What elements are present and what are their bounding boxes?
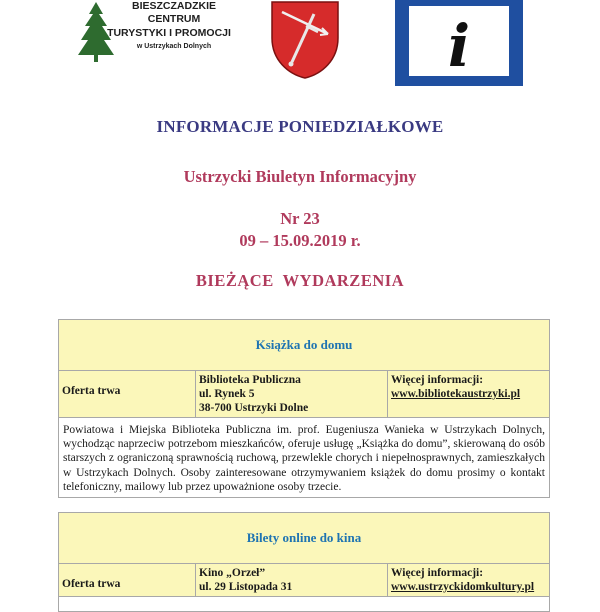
place-line: Biblioteka Publiczna — [199, 374, 301, 386]
place-line: Kino „Orzeł” — [199, 567, 266, 579]
more-info-label: Więcej informacji: — [391, 567, 484, 579]
place-line: ul. 29 Listopada 31 — [199, 581, 293, 593]
logo-line-2: CENTRUM — [147, 13, 201, 25]
more-info-link[interactable]: www.bibliotekaustrzyki.pl — [391, 388, 521, 400]
logo-line-3: TURYSTYKI I PROMOCJI — [107, 27, 231, 39]
event-description: Powiatowa i Miejska Biblioteka Publiczna im. prof. Eugeniusza Wanieka w Ustrzykach Dolnych, wychodząc naprzeciw potrzebom mieszkańców, oferuje usługę „Książka do domu”, skierowaną do osób starszych z ograniczoną sprawnością ruchową, przewlekle chorych i niepełnosprawnych, zamieszkałych w Ustrzykach Dolnych. Osoby zainteresowane otrzymywaniem książek do domu prosimy o kontakt telefoniczny, mailowy lub przez upoważnione osoby trzecie. — [63, 424, 545, 493]
place-line: ul. Rynek 5 — [199, 388, 255, 400]
place-line: 38-700 Ustrzyki Dolne — [199, 402, 309, 414]
header-logos — [0, 0, 600, 92]
issue-number: Nr 23 — [280, 209, 320, 228]
event-info-row — [59, 371, 549, 418]
event-place — [196, 564, 388, 596]
issue-info — [0, 208, 600, 252]
event-offer: Oferta trwa — [59, 371, 196, 417]
section-heading: BIEŻĄCE WYDARZENIA — [195, 271, 405, 290]
issue-date-range: 09 – 15.09.2019 r. — [239, 231, 361, 250]
event-place — [196, 371, 388, 417]
event-info-row — [59, 564, 549, 597]
event-offer: Oferta trwa — [59, 564, 196, 596]
logo-line-1: BIESZCZADZKIE — [132, 0, 216, 12]
tourist-information-icon — [395, 0, 523, 86]
document-subtitle: Ustrzycki Biuletyn Informacyjny — [183, 167, 417, 186]
event-card — [58, 319, 550, 498]
logo-line-4: w Ustrzykach Dolnych — [136, 43, 212, 50]
event-more-info — [388, 371, 549, 417]
event-more-info — [388, 564, 549, 596]
coat-of-arms-icon — [268, 0, 342, 80]
more-info-label: Więcej informacji: — [391, 374, 484, 386]
info-letter: i — [447, 12, 471, 80]
event-title: Bilety online do kina — [59, 513, 549, 564]
document-title: INFORMACJE PONIEDZIAŁKOWE — [156, 117, 444, 136]
event-title: Książka do domu — [59, 320, 549, 371]
more-info-link[interactable]: www.ustrzyckidomkultury.pl — [391, 581, 535, 593]
bcti-logo-text — [107, 0, 238, 53]
event-card — [58, 512, 550, 612]
bcti-logo — [70, 0, 240, 68]
